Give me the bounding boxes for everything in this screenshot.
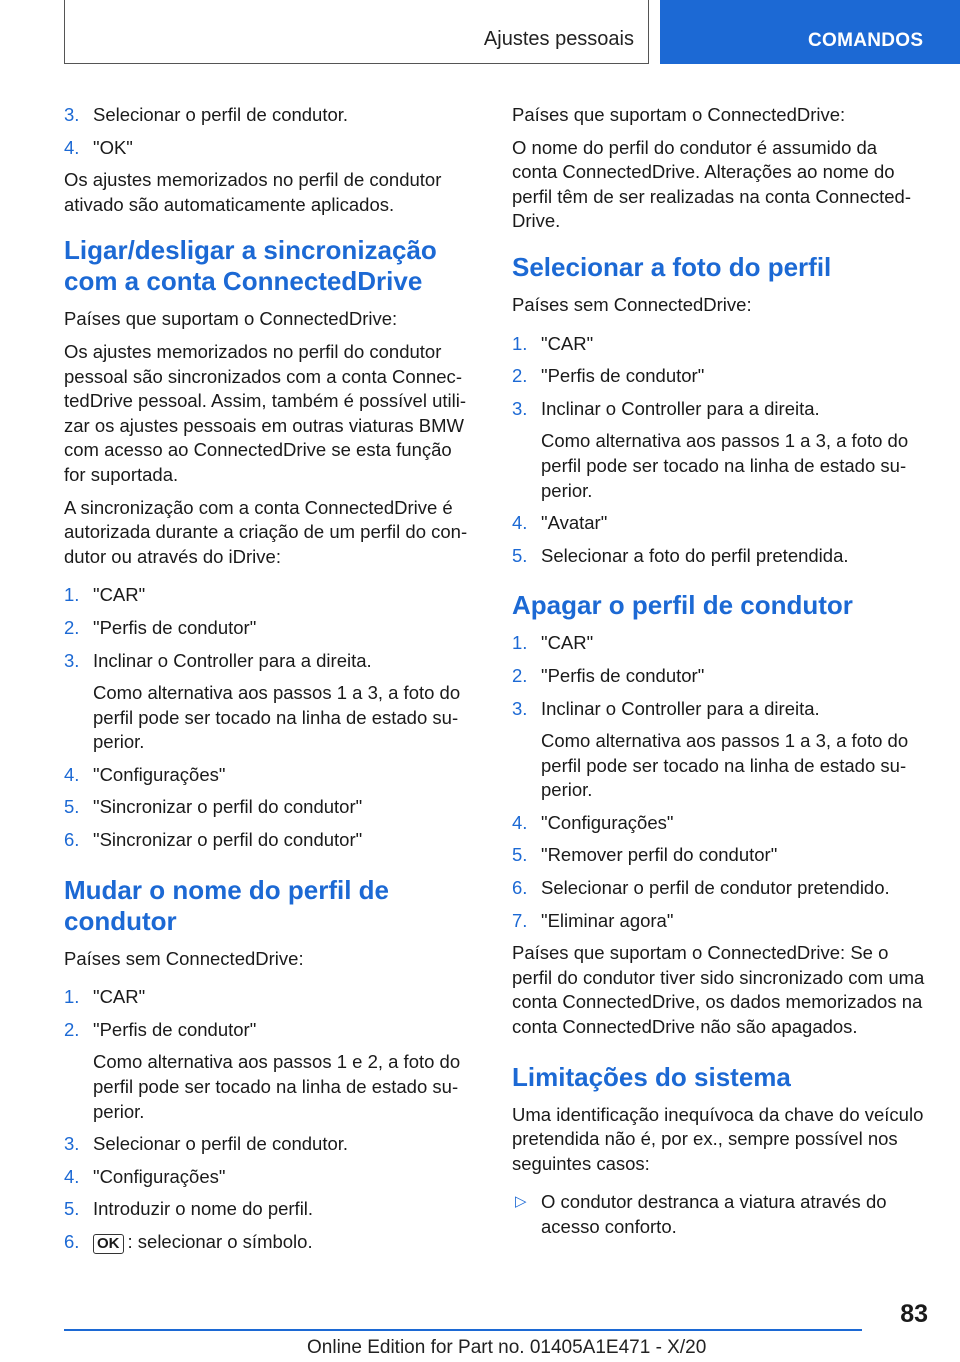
list-item xyxy=(64,616,477,641)
step-text: Inclinar o Controller para a direita. xyxy=(541,697,820,719)
step-text: "Perfis de condutor" xyxy=(541,664,705,686)
list-item xyxy=(64,828,477,853)
step-number: 3. xyxy=(64,649,80,671)
step-text: "CAR" xyxy=(541,332,594,354)
header-chapter-title: COMANDOS xyxy=(808,30,924,51)
step-number: 4. xyxy=(512,811,528,833)
section-heading-delete: Apagar o perfil de condutor xyxy=(512,590,853,621)
paragraph: Países que suportam o ConnectedDrive: Se o perfil do condutor tiver sido sincronizado com uma conta ConnectedDrive, os dados memorizados na conta ConnectedDrive não são apagados. xyxy=(512,942,925,1038)
step-text: "Sincronizar o perfil do condutor" xyxy=(93,829,363,851)
step-number: 7. xyxy=(512,909,528,931)
paragraph: Os ajustes memorizados no perfil de condutor ativado são automaticamente aplicados. xyxy=(64,169,442,215)
list-item xyxy=(512,332,925,357)
step-number: 1. xyxy=(64,584,80,606)
list-item xyxy=(512,876,925,901)
step-text: "CAR" xyxy=(541,632,594,654)
step-text: Selecionar o perfil de condutor. xyxy=(93,1133,349,1155)
step-note: Como alternativa aos passos 1 a 3, a foto do perfil pode ser tocado na linha de estado superior. xyxy=(541,430,909,501)
step-note: Como alternativa aos passos 1 a 3, a foto do perfil pode ser tocado na linha de estado superior. xyxy=(541,730,909,801)
step-number: 4. xyxy=(512,512,528,534)
step-text: "OK" xyxy=(93,136,133,158)
step-number: 5. xyxy=(512,544,528,566)
page-number: 83 xyxy=(900,1300,928,1328)
step-number: 1. xyxy=(512,332,528,354)
ok-icon: OK xyxy=(93,1234,124,1254)
section-heading-photo: Selecionar a foto do perfil xyxy=(512,251,832,282)
step-number: 3. xyxy=(64,104,80,125)
step-number: 5. xyxy=(64,796,80,818)
list-item xyxy=(64,1132,477,1157)
bullet-item xyxy=(512,1190,925,1239)
list-item xyxy=(64,103,477,128)
list-item xyxy=(512,397,925,422)
step-number: 3. xyxy=(512,397,528,419)
list-item xyxy=(64,795,477,820)
bullet-text: O condutor destranca a viatura através do acesso conforto. xyxy=(541,1191,887,1237)
step-note: Como alternativa aos passos 1 a 3, a foto do perfil pode ser tocado na linha de estado superior. xyxy=(93,682,461,753)
header-section-title: Ajustes pessoais xyxy=(483,28,634,50)
paragraph: Países que suportam o ConnectedDrive: xyxy=(64,308,398,330)
step-text: Selecionar a foto do perfil pretendida. xyxy=(541,544,849,566)
step-text: "Remover perfil do condutor" xyxy=(541,844,778,866)
step-text: "Avatar" xyxy=(541,512,608,534)
step-text: Introduzir o nome do perfil. xyxy=(93,1198,314,1220)
step-number: 1. xyxy=(512,632,528,654)
list-item xyxy=(64,763,477,788)
list-item xyxy=(64,1230,477,1255)
paragraph: O nome do perfil do condutor é assumido da conta ConnectedDrive. Alterações ao nome do perfil têm de ser realizadas na conta ConnectedDrive. xyxy=(512,136,912,232)
step-number: 4. xyxy=(64,136,80,158)
step-text: "Perfis de condutor" xyxy=(93,1018,257,1040)
paragraph: Países sem ConnectedDrive: xyxy=(64,947,304,969)
list-item xyxy=(64,1197,477,1222)
list-item xyxy=(512,511,925,536)
step-text: : selecionar o símbolo. xyxy=(127,1231,313,1252)
step-number: 5. xyxy=(512,844,528,866)
list-item xyxy=(512,909,925,934)
step-number: 4. xyxy=(64,763,80,785)
paragraph: Os ajustes memorizados no perfil do condutor pessoal são sincronizados com a conta ConnectedDrive pessoal. Assim, também é possível utilizar os ajustes pessoais em outras viaturas BMW com acesso ao ConnectedDrive se esta função for suportada. xyxy=(64,340,467,485)
step-number: 4. xyxy=(64,1165,80,1187)
list-item xyxy=(64,583,477,608)
paragraph: Países que suportam o ConnectedDrive: xyxy=(512,104,846,125)
step-text: "Configurações" xyxy=(93,763,226,785)
step-number: 2. xyxy=(64,1018,80,1040)
section-heading-limits: Limitações do sistema xyxy=(512,1061,791,1092)
section-heading-rename: Mudar o nome do perfil de condutor xyxy=(64,874,390,936)
step-text: "CAR" xyxy=(93,986,146,1008)
step-number: 2. xyxy=(512,365,528,387)
step-text: "Perfis de condutor" xyxy=(541,365,705,387)
footer-edition: Online Edition for Part no. 01405A1E471 - X/20 xyxy=(307,1337,707,1358)
step-text: Selecionar o perfil de condutor. xyxy=(93,104,349,125)
step-number: 6. xyxy=(512,877,528,899)
list-item xyxy=(512,544,925,569)
header-chapter-tab xyxy=(660,0,960,64)
footer-divider xyxy=(64,1329,862,1331)
triangle-bullet-icon: ▷ xyxy=(515,1193,527,1211)
step-text: "Configurações" xyxy=(93,1165,226,1187)
list-item xyxy=(512,843,925,868)
left-column xyxy=(64,103,477,1263)
step-text: "Configurações" xyxy=(541,811,674,833)
step-text: "Sincronizar o perfil do condutor" xyxy=(93,796,363,818)
step-number: 2. xyxy=(64,616,80,638)
list-item xyxy=(64,136,477,161)
list-item xyxy=(64,1165,477,1190)
list-item xyxy=(64,985,477,1010)
paragraph: Países sem ConnectedDrive: xyxy=(512,293,752,315)
step-note: Como alternativa aos passos 1 e 2, a foto do perfil pode ser tocado na linha de estado superior. xyxy=(93,1051,461,1122)
paragraph: Uma identificação inequívoca da chave do veículo pretendida não é, por ex., sempre possível nos seguintes casos: xyxy=(512,1103,924,1174)
step-text: Inclinar o Controller para a direita. xyxy=(541,397,820,419)
step-number: 6. xyxy=(64,1231,80,1252)
step-text: "Eliminar agora" xyxy=(541,909,674,931)
list-item xyxy=(512,631,925,656)
list-item xyxy=(512,811,925,836)
step-number: 2. xyxy=(512,664,528,686)
step-text: "Perfis de condutor" xyxy=(93,616,257,638)
step-text: "CAR" xyxy=(93,584,146,606)
paragraph: A sincronização com a conta ConnectedDrive é autorizada durante a criação de um perfil do condutor ou através do iDrive: xyxy=(64,496,468,567)
section-heading-sync: Ligar/desligar a sincronização com a conta ConnectedDrive xyxy=(64,235,437,297)
step-number: 5. xyxy=(64,1198,80,1220)
list-item xyxy=(512,364,925,389)
list-item xyxy=(64,1018,477,1043)
right-column xyxy=(512,103,925,1248)
step-number: 3. xyxy=(512,697,528,719)
header-section-box xyxy=(64,0,649,64)
list-item xyxy=(64,649,477,674)
step-number: 6. xyxy=(64,829,80,851)
step-number: 1. xyxy=(64,986,80,1008)
list-item xyxy=(512,664,925,689)
list-item xyxy=(512,697,925,722)
step-text: Inclinar o Controller para a direita. xyxy=(93,649,372,671)
step-text: Selecionar o perfil de condutor pretendido. xyxy=(541,877,890,899)
step-number: 3. xyxy=(64,1133,80,1155)
